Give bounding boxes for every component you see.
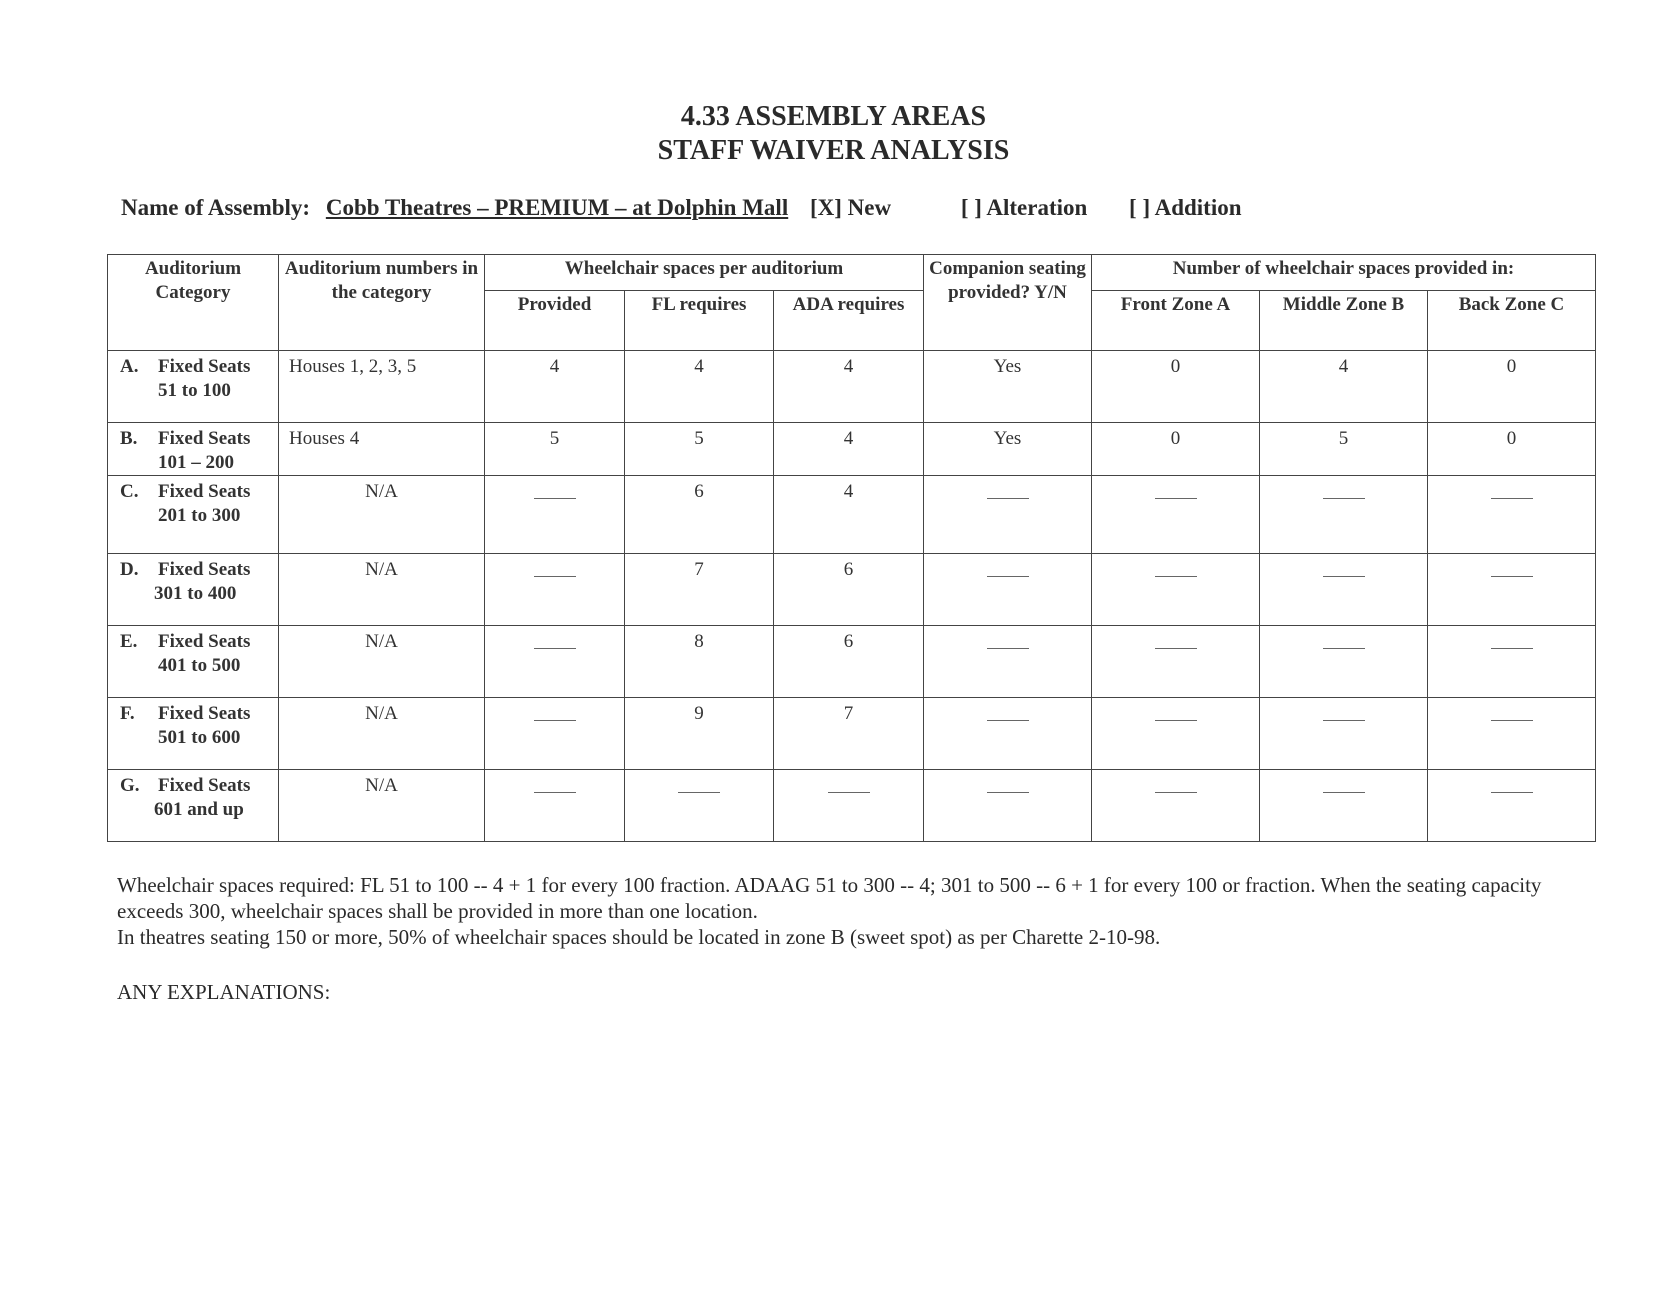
cell-blank-zone-b [1260, 770, 1428, 842]
cell-blank-provided [485, 476, 625, 554]
blank-line [1491, 630, 1533, 649]
table-row [108, 554, 1596, 626]
blank-line [987, 774, 1029, 793]
notes [117, 872, 1577, 950]
title-line-1: 4.33 ASSEMBLY AREAS [680, 101, 987, 132]
cell-blank-zone-b [1260, 698, 1428, 770]
row-auditorium-numbers: N/A [279, 554, 485, 626]
blank-line [1491, 702, 1533, 721]
cell-zone-a: 0 [1092, 423, 1260, 476]
cell-blank-zone-a [1092, 476, 1260, 554]
blank-line [1323, 702, 1365, 721]
row-auditorium-numbers: N/A [279, 476, 485, 554]
blank-line [987, 630, 1029, 649]
blank-line [678, 774, 720, 793]
cell-fl: 6 [625, 476, 774, 554]
blank-line [987, 558, 1029, 577]
table-row [108, 698, 1596, 770]
explanations-label: ANY EXPLANATIONS: [117, 980, 331, 1004]
blank-line [1491, 480, 1533, 499]
row-label: Fixed Seats [158, 428, 251, 449]
cell-ada: 6 [774, 626, 924, 698]
cell-companion: Yes [924, 351, 1092, 423]
row-range: 301 to 400 [154, 583, 237, 604]
cell-zone-a: 0 [1092, 351, 1260, 423]
row-range: 601 and up [154, 799, 244, 820]
row-letter: G. [120, 775, 140, 796]
cell-fl: 9 [625, 698, 774, 770]
blank-line [1323, 774, 1365, 793]
row-letter: C. [120, 481, 139, 502]
row-range: 401 to 500 [158, 655, 241, 676]
cell-ada: 4 [774, 351, 924, 423]
row-auditorium-numbers: N/A [279, 770, 485, 842]
option-alteration: [ ] Alteration [960, 195, 1088, 220]
cell-ada: 4 [774, 423, 924, 476]
row-category [108, 423, 279, 476]
blank-line [534, 774, 576, 793]
row-label: Fixed Seats [158, 703, 251, 724]
row-auditorium-numbers: Houses 1, 2, 3, 5 [279, 351, 485, 423]
cell-blank-zone-c [1428, 698, 1596, 770]
row-range: 101 – 200 [158, 452, 234, 473]
cell-fl: 8 [625, 626, 774, 698]
blank-line [1155, 558, 1197, 577]
row-auditorium-numbers: N/A [279, 698, 485, 770]
cell-blank-zone-b [1260, 626, 1428, 698]
header-ada-requires: ADA requires [774, 291, 924, 351]
header-companion: Companion seating provided? Y/N [924, 255, 1092, 351]
row-range: 201 to 300 [158, 505, 241, 526]
cell-zone-b: 5 [1260, 423, 1428, 476]
cell-ada: 7 [774, 698, 924, 770]
title-line-2: STAFF WAIVER ANALYSIS [657, 135, 1010, 166]
cell-fl: 5 [625, 423, 774, 476]
cell-ada: 6 [774, 554, 924, 626]
cell-fl: 4 [625, 351, 774, 423]
page-title [0, 100, 1667, 168]
cell-blank-provided [485, 698, 625, 770]
header-provided: Provided [485, 291, 625, 351]
cell-blank-zone-a [1092, 770, 1260, 842]
row-category [108, 698, 279, 770]
blank-line [1155, 774, 1197, 793]
assembly-label: Name of Assembly: [121, 195, 311, 220]
header-zone-a: Front Zone A [1092, 291, 1260, 351]
header-wheelchair-group: Wheelchair spaces per auditorium [485, 255, 924, 291]
cell-zone-c: 0 [1428, 423, 1596, 476]
row-letter: A. [120, 356, 139, 377]
blank-line [534, 702, 576, 721]
cell-fl: 7 [625, 554, 774, 626]
cell-zone-c: 0 [1428, 351, 1596, 423]
cell-blank-zone-b [1260, 554, 1428, 626]
waiver-table [107, 254, 1596, 842]
blank-line [987, 702, 1029, 721]
row-category [108, 770, 279, 842]
row-category [108, 351, 279, 423]
row-letter: F. [120, 703, 135, 724]
row-label: Fixed Seats [158, 775, 251, 796]
cell-blank-provided [485, 554, 625, 626]
cell-companion: Yes [924, 423, 1092, 476]
cell-blank-zone-c [1428, 476, 1596, 554]
row-letter: B. [120, 428, 138, 449]
blank-line [1155, 702, 1197, 721]
blank-line [1155, 480, 1197, 499]
option-addition: [ ] Addition [1129, 195, 1242, 220]
header-zones-group: Number of wheelchair spaces provided in: [1092, 255, 1596, 291]
blank-line [534, 480, 576, 499]
row-label: Fixed Seats [158, 356, 251, 377]
cell-blank-zone-a [1092, 698, 1260, 770]
table-row [108, 626, 1596, 698]
cell-blank-companion [924, 554, 1092, 626]
assembly-name: Cobb Theatres – PREMIUM – at Dolphin Mall [325, 195, 789, 220]
header-category: Auditorium Category [108, 255, 279, 351]
header-numbers: Auditorium numbers in the category [279, 255, 485, 351]
row-category [108, 476, 279, 554]
cell-blank-companion [924, 770, 1092, 842]
row-label: Fixed Seats [158, 559, 251, 580]
cell-blank-companion [924, 698, 1092, 770]
blank-line [1323, 630, 1365, 649]
blank-line [987, 480, 1029, 499]
row-label: Fixed Seats [158, 481, 251, 502]
table-row [108, 423, 1596, 476]
blank-line [1323, 558, 1365, 577]
row-letter: E. [120, 631, 138, 652]
blank-line [828, 774, 870, 793]
assembly-line [121, 195, 1242, 221]
cell-blank-zone-c [1428, 770, 1596, 842]
blank-line [1323, 480, 1365, 499]
table-row [108, 770, 1596, 842]
header-zone-b: Middle Zone B [1260, 291, 1428, 351]
row-auditorium-numbers: Houses 4 [279, 423, 485, 476]
cell-blank-zone-c [1428, 626, 1596, 698]
blank-line [534, 630, 576, 649]
cell-blank-provided [485, 770, 625, 842]
table-row [108, 476, 1596, 554]
cell-blank-zone-a [1092, 554, 1260, 626]
row-range: 51 to 100 [158, 380, 231, 401]
note-line-1: Wheelchair spaces required: FL 51 to 100 -- 4 + 1 for every 100 fraction. ADAAG 51 to 300 -- 4; 301 to 500 -- 6 + 1 for every 100 or fraction. When the seating capacity exceeds 300, wheelchair spaces shall be provided in more than one location. [117, 873, 1542, 923]
cell-blank-provided [485, 626, 625, 698]
row-auditorium-numbers: N/A [279, 626, 485, 698]
row-category [108, 554, 279, 626]
cell-blank-zone-c [1428, 554, 1596, 626]
cell-blank-zone-a [1092, 626, 1260, 698]
cell-blank-ada [774, 770, 924, 842]
blank-line [1155, 630, 1197, 649]
row-label: Fixed Seats [158, 631, 251, 652]
cell-provided: 4 [485, 351, 625, 423]
cell-blank-companion [924, 476, 1092, 554]
row-letter: D. [120, 559, 139, 580]
cell-blank-companion [924, 626, 1092, 698]
cell-blank-fl [625, 770, 774, 842]
cell-blank-zone-b [1260, 476, 1428, 554]
row-range: 501 to 600 [158, 727, 241, 748]
cell-ada: 4 [774, 476, 924, 554]
row-category [108, 626, 279, 698]
header-zone-c: Back Zone C [1428, 291, 1596, 351]
blank-line [1491, 774, 1533, 793]
note-line-2: In theatres seating 150 or more, 50% of wheelchair spaces should be located in zone B (sweet spot) as per Charette 2-10-98. [117, 925, 1161, 949]
table-row [108, 351, 1596, 423]
blank-line [534, 558, 576, 577]
cell-zone-b: 4 [1260, 351, 1428, 423]
blank-line [1491, 558, 1533, 577]
cell-provided: 5 [485, 423, 625, 476]
option-new: [X] New [809, 195, 892, 220]
header-fl-requires: FL requires [625, 291, 774, 351]
